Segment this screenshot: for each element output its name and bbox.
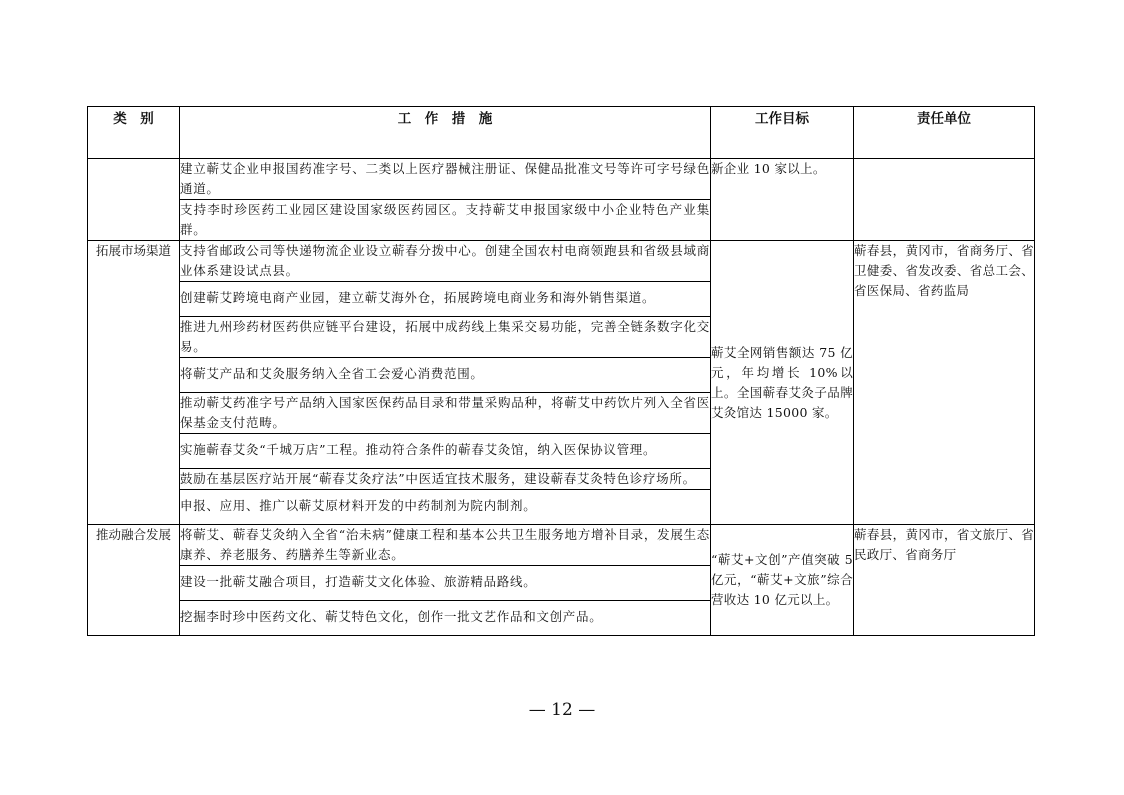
measure-cell: 鼓励在基层医疗站开展“蕲春艾灸疗法”中医适宜技术服务，建设蕲春艾灸特色诊疗场所。 [180, 469, 711, 490]
measure-cell: 建设一批蕲艾融合项目，打造蕲艾文化体验、旅游精品路线。 [180, 566, 711, 601]
measure-cell: 将蕲艾、蕲春艾灸纳入全省“治未病”健康工程和基本公共卫生服务地方增补目录，发展生态康养、养老服务、药膳养生等新业态。 [180, 525, 711, 566]
category-cell: 推动融合发展 [88, 525, 180, 636]
category-cell: 拓展市场渠道 [88, 241, 180, 525]
table-row [88, 525, 1035, 566]
measure-cell: 挖掘李时珍中医药文化、蕲艾特色文化，创作一批文艺作品和文创产品。 [180, 601, 711, 636]
header-goal: 工作目标 [711, 107, 854, 159]
measure-cell: 支持省邮政公司等快递物流企业设立蕲春分拨中心。创建全国农村电商领跑县和省级县域商业体系建设试点县。 [180, 241, 711, 282]
header-measures: 工 作 措 施 [180, 107, 711, 159]
page-number: — 12 — [528, 700, 596, 720]
responsible-cell: 蕲春县，黄冈市，省文旅厅、省民政厅、省商务厅 [854, 525, 1035, 636]
goal-cell: 蕲艾全网销售额达 75 亿元，年均增长 10%以上。全国蕲春艾灸子品牌艾灸馆达 15000 家。 [711, 241, 854, 525]
header-category: 类 别 [88, 107, 180, 159]
responsible-cell: 蕲春县，黄冈市，省商务厅、省卫健委、省发改委、省总工会、省医保局、省药监局 [854, 241, 1035, 525]
goal-cell: “蕲艾+文创”产值突破 5 亿元，“蕲艾+文旅”综合营收达 10 亿元以上。 [711, 525, 854, 636]
measure-cell: 实施蕲春艾灸“千城万店”工程。推动符合条件的蕲春艾灸馆，纳入医保协议管理。 [180, 434, 711, 469]
measures-table [87, 106, 1035, 636]
category-cell-empty [88, 159, 180, 241]
table-row [88, 241, 1035, 282]
table-header-row [88, 107, 1035, 159]
table-row [88, 159, 1035, 200]
header-responsible: 责任单位 [854, 107, 1035, 159]
measure-cell: 申报、应用、推广以蕲艾原材料开发的中药制剂为院内制剂。 [180, 490, 711, 525]
measure-cell: 推进九州珍药材医药供应链平台建设，拓展中成药线上集采交易功能，完善全链条数字化交易。 [180, 317, 711, 358]
measure-cell: 将蕲艾产品和艾灸服务纳入全省工会爱心消费范围。 [180, 358, 711, 393]
measure-cell: 建立蕲艾企业申报国药准字号、二类以上医疗器械注册证、保健品批准文号等许可字号绿色通道。 [180, 159, 711, 200]
measure-cell: 推动蕲艾药准字号产品纳入国家医保药品目录和带量采购品种，将蕲艾中药饮片列入全省医保基金支付范畴。 [180, 393, 711, 434]
measure-cell: 创建蕲艾跨境电商产业园，建立蕲艾海外仓，拓展跨境电商业务和海外销售渠道。 [180, 282, 711, 317]
responsible-cell-empty [854, 159, 1035, 241]
goal-cell: 新企业 10 家以上。 [711, 159, 854, 241]
measure-cell: 支持李时珍医药工业园区建设国家级医药园区。支持蕲艾申报国家级中小企业特色产业集群。 [180, 200, 711, 241]
